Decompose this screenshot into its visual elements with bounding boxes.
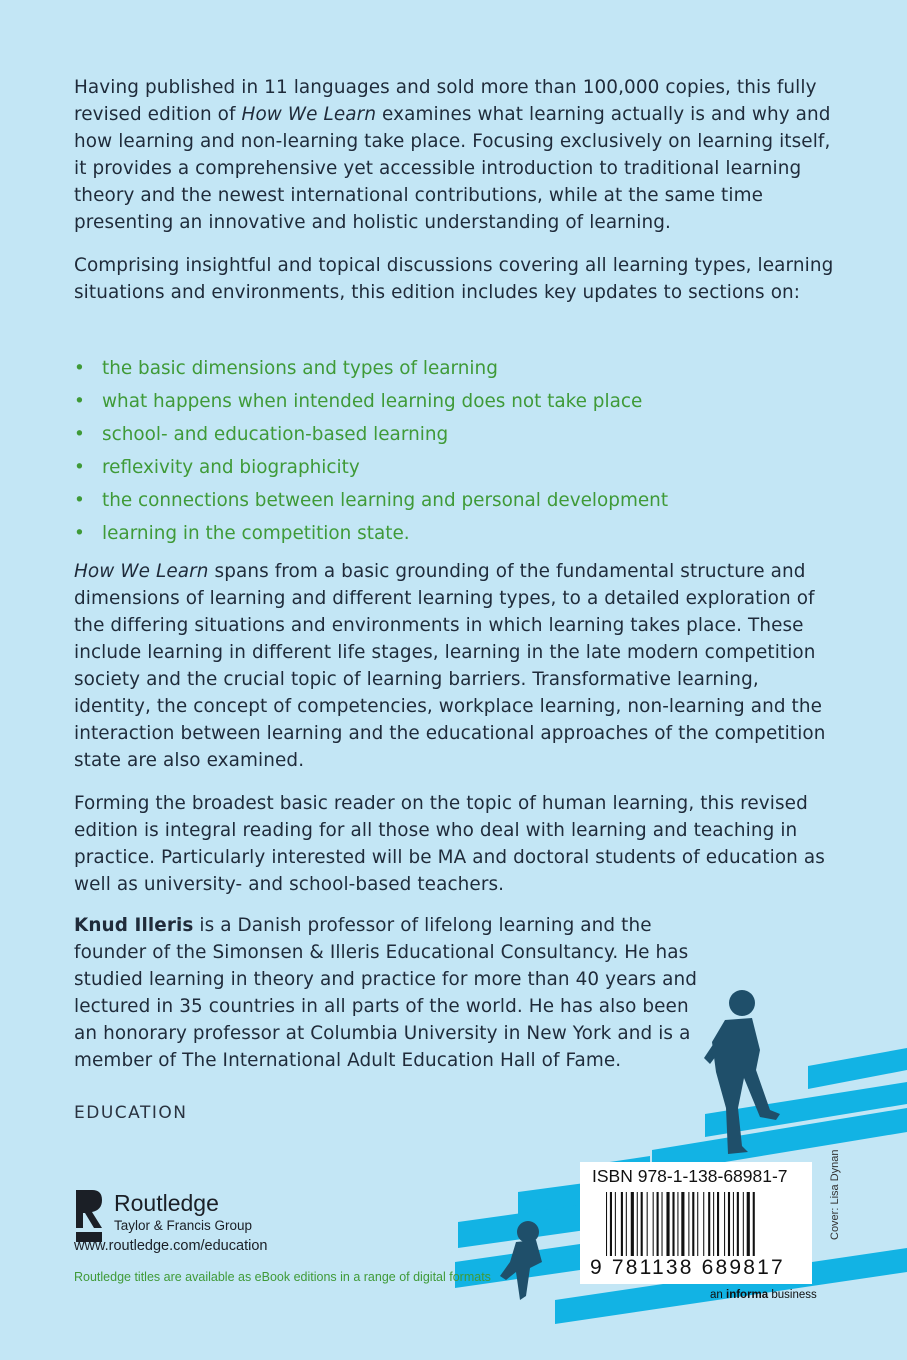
list-item: • school- and education-based learning <box>74 418 834 451</box>
barcode-bar <box>747 1192 750 1258</box>
list-item: • learning in the competition state. <box>74 517 834 550</box>
barcode-digits: 9 781138 689817 <box>590 1256 804 1280</box>
list-item: • reflexivity and biographicity <box>74 451 834 484</box>
barcode-bar <box>692 1192 694 1258</box>
publisher-name: Routledge <box>114 1190 219 1216</box>
barcode-bar <box>653 1192 654 1258</box>
bullet-icon: • <box>74 358 85 379</box>
book-title: How We Learn <box>74 561 209 582</box>
barcode-bar <box>631 1192 634 1258</box>
barcode-bar <box>657 1192 659 1258</box>
routledge-logo-icon <box>72 1188 106 1244</box>
list-item: • the basic dimensions and types of learning <box>74 352 834 385</box>
author-name: Knud Illeris <box>74 915 194 936</box>
barcode-bar <box>615 1192 616 1258</box>
publisher-url[interactable]: www.routledge.com/education <box>74 1238 268 1254</box>
subject-category: EDUCATION <box>74 1103 188 1123</box>
barcode-bar <box>728 1192 730 1258</box>
book-title: How We Learn <box>241 104 377 125</box>
bullet-icon: • <box>74 391 85 412</box>
cover-credit: Cover: Lisa Dynan <box>829 1149 841 1240</box>
barcode <box>580 1162 812 1284</box>
bullet-icon: • <box>74 424 85 445</box>
bullet-icon: • <box>74 523 85 544</box>
barcode-bar <box>666 1192 669 1258</box>
barcode-bar <box>647 1192 648 1258</box>
list-item: • what happens when intended learning does not take place <box>74 385 834 418</box>
barcode-bar <box>672 1192 674 1258</box>
ebook-note: Routledge titles are available as eBook editions in a range of digital formats <box>74 1270 491 1284</box>
barcode-bar <box>637 1192 638 1258</box>
barcode-bar <box>641 1192 643 1258</box>
publisher-group: Taylor & Francis Group <box>114 1218 253 1233</box>
intro-paragraph: Having published in 11 languages and sold more than 100,000 copies, this fully revised edition of How We Learn examines what learning actually is and why and how learning and non-learning take place. Focusing exclusively on learning itself, it provides a comprehensive yet accessible introduction to traditional learning theory and the newest international contributions, while at the same time presenting an innovative and holistic understanding of learning. <box>74 77 831 233</box>
barcode-bar <box>737 1192 739 1258</box>
bullet-icon: • <box>74 457 85 478</box>
barcode-bar <box>697 1192 698 1258</box>
barcode-bar <box>677 1192 678 1258</box>
scope-paragraph: How We Learn spans from a basic grounding of the fundamental structure and dimensions of learning and different learning types, to a detailed exploration of the differing situations and environments in which learning takes place. These include learning in different life stages, learning in the late modern competition society and the crucial topic of learning barriers. Transformative learning, identity, the concept of competencies, workplace learning, non-learning and the interaction between learning and the educational approaches of the competition state are also examined. <box>74 561 826 771</box>
bullet-icon: • <box>74 490 85 511</box>
updates-intro-paragraph: Comprising insightful and topical discussions covering all learning types, learning situations and environments, this edition includes key updates to sections on: <box>74 255 834 303</box>
stair-step <box>808 1048 907 1089</box>
list-item: • the connections between learning and personal development <box>74 484 834 517</box>
barcode-bar <box>713 1192 714 1258</box>
barcode-bar <box>621 1192 623 1258</box>
barcode-bar <box>688 1192 689 1258</box>
barcode-bar <box>703 1192 704 1258</box>
barcode-bar <box>662 1192 663 1258</box>
barcode-bar <box>733 1192 734 1258</box>
barcode-bar <box>724 1192 725 1258</box>
barcode-bar <box>743 1192 744 1258</box>
audience-paragraph: Forming the broadest basic reader on the topic of human learning, this revised edition is integral reading for all those who deal with learning and teaching in practice. Particularly interested will be MA and doctoral students of education as well as university- and school-based teachers. <box>74 793 825 895</box>
author-bio: Knud Illeris is a Danish professor of lifelong learning and the founder of the Simonsen & Illeris Educational Consultancy. He has studied learning in theory and practice for more than 40 years and lectured in 35 countries in all parts of the world. He has also been an honorary professor at Columbia University in New York and is a member of The International Adult Education Hall of Fame. <box>74 915 698 1071</box>
barcode-bar <box>626 1192 627 1258</box>
isbn-label: ISBN 978-1-138-68981-7 <box>592 1166 788 1186</box>
barcode-bar <box>717 1192 719 1258</box>
barcode-bar <box>708 1192 710 1258</box>
informa-tagline: an informa business <box>710 1289 817 1301</box>
